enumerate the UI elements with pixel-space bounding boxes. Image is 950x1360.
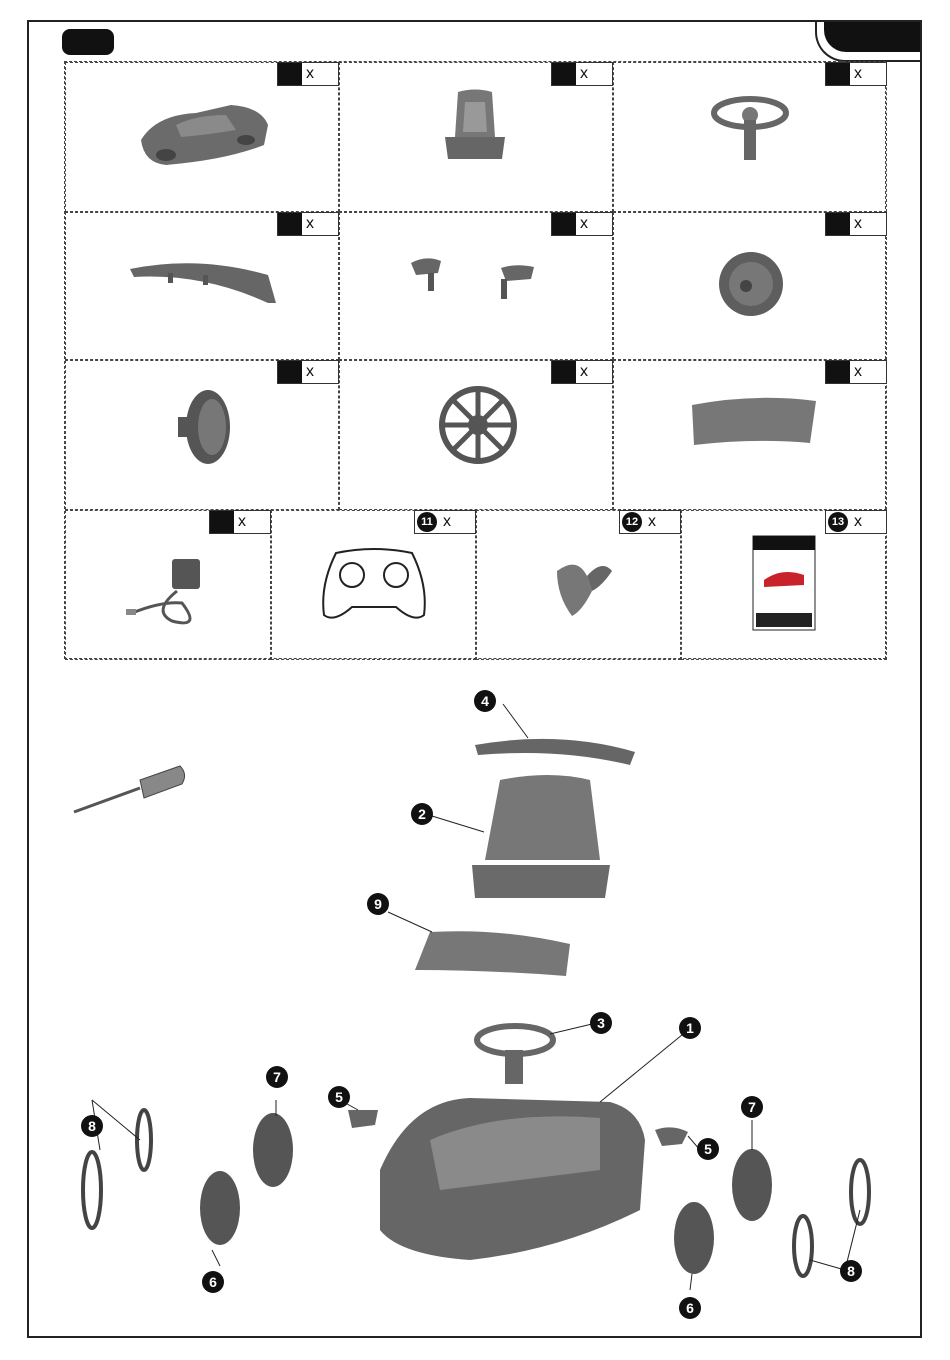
callout-6-left: 6 — [202, 1271, 224, 1293]
part-cell-13 — [681, 510, 887, 660]
part-cell-11 — [271, 510, 476, 660]
spoiler-shape — [475, 739, 635, 765]
part-cell-3 — [613, 62, 887, 212]
callout-3: 3 — [590, 1012, 612, 1034]
quantity-box: x — [551, 62, 613, 86]
quantity-box: x — [277, 212, 339, 236]
callout-8-left: 8 — [81, 1115, 103, 1137]
callout-8-right: 8 — [840, 1260, 862, 1282]
exploded-assembly-diagram — [0, 670, 950, 1350]
windshield-shape — [415, 931, 570, 976]
hub-cap-icon — [438, 385, 518, 465]
seat-shape — [485, 775, 600, 860]
part-cell-9 — [613, 360, 887, 510]
quantity-box: x — [277, 360, 339, 384]
callout-4: 4 — [474, 690, 496, 712]
callout-1: 1 — [679, 1017, 701, 1039]
quantity-box: x — [825, 62, 887, 86]
part-cell-4 — [65, 212, 339, 360]
parts-list-grid — [64, 61, 886, 659]
callout-6-right: 6 — [679, 1297, 701, 1319]
corner-tab — [824, 22, 920, 52]
quantity-box: 12 x — [619, 510, 681, 534]
callout-7-left: 7 — [266, 1066, 288, 1088]
quantity-box: x — [277, 62, 339, 86]
part-cell-10 — [65, 510, 271, 660]
screwdriver-icon — [74, 766, 185, 812]
quantity-box: x — [209, 510, 271, 534]
quantity-box: 11 x — [414, 510, 476, 534]
part-cell-1 — [65, 62, 339, 212]
remote-control-icon — [316, 545, 432, 625]
side-mirrors-icon — [406, 253, 546, 313]
car-body-icon — [136, 85, 276, 175]
wheel-disc-icon — [716, 249, 786, 319]
seat-icon — [440, 87, 510, 167]
charger-icon — [122, 551, 232, 631]
wheel-icon — [174, 387, 234, 467]
part-cell-2 — [339, 62, 613, 212]
callout-9: 9 — [367, 893, 389, 915]
quantity-box: x — [825, 212, 887, 236]
part-cell-8 — [339, 360, 613, 510]
quantity-box: x — [551, 212, 613, 236]
wing-nut-icon — [547, 551, 617, 621]
callout-7-right: 7 — [741, 1096, 763, 1118]
step-badge — [62, 29, 114, 55]
manual-icon — [752, 535, 816, 631]
callout-2: 2 — [411, 803, 433, 825]
rear-spoiler-icon — [128, 255, 278, 305]
windshield-icon — [684, 393, 824, 453]
part-cell-7 — [65, 360, 339, 510]
quantity-box: 13 x — [825, 510, 887, 534]
part-cell-5 — [339, 212, 613, 360]
quantity-box: x — [551, 360, 613, 384]
part-cell-6 — [613, 212, 887, 360]
callout-5-right: 5 — [697, 1138, 719, 1160]
callout-5-left: 5 — [328, 1086, 350, 1108]
steering-wheel-icon — [710, 95, 790, 165]
part-cell-12 — [476, 510, 681, 660]
quantity-box: x — [825, 360, 887, 384]
